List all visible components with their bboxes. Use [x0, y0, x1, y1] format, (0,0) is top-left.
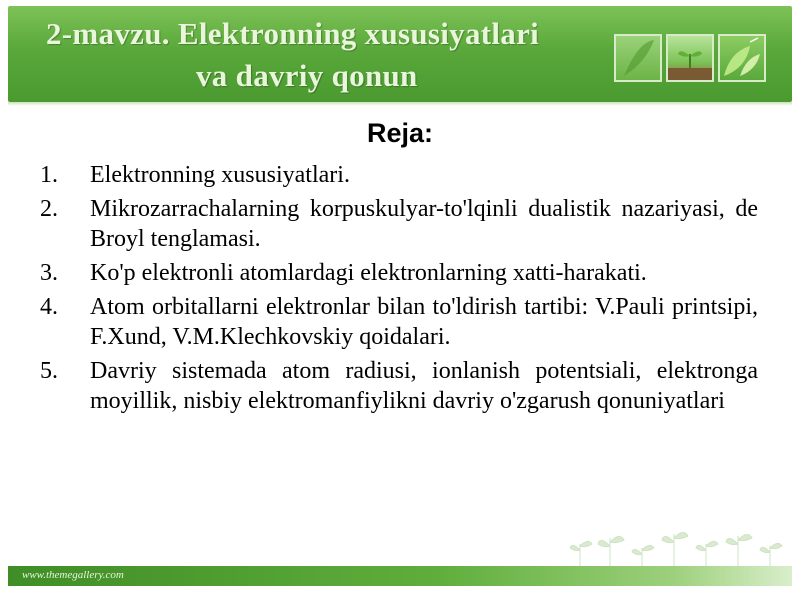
- footer-url: www.themegallery.com: [22, 569, 124, 581]
- plants-decoration-icon: [570, 520, 792, 570]
- sprout-thumbnail-icon: [666, 34, 714, 82]
- title-line-2: va davriy qonun: [196, 58, 418, 93]
- footer-band: [8, 566, 792, 586]
- item-number: 1.: [40, 162, 58, 188]
- list-item: [40, 258, 758, 288]
- list-item: [40, 292, 758, 352]
- list-item: [40, 194, 758, 254]
- item-number: 2.: [40, 196, 58, 222]
- item-text: Elektronning xususiyatlari.: [90, 162, 350, 188]
- title-line-1: 2-mavzu. Elektronning xususiyatlari: [46, 16, 540, 51]
- leaves-thumbnail-icon: [718, 34, 766, 82]
- leaf-thumbnail-icon: [614, 34, 662, 82]
- item-number: 5.: [40, 358, 58, 384]
- list-item: [40, 160, 758, 190]
- plan-heading: Reja:: [366, 118, 434, 148]
- header-shadow: [8, 102, 792, 106]
- list-item: [40, 356, 758, 416]
- plan-list: [40, 160, 758, 420]
- item-text: Atom orbitallarni elektronlar bilan to'ldirish tartibi: V.Pauli printsipi, F.Xund, V.M.Klechkovskiy qoidalari.: [90, 294, 758, 350]
- item-number: 3.: [40, 260, 58, 286]
- item-text: Ko'p elektronli atomlardagi elektronlarning xatti-harakati.: [90, 260, 647, 286]
- item-text: Davriy sistemada atom radiusi, ionlanish potentsiali, elektronga moyillik, nisbiy elektromanfiylikni davriy o'zgarush qonuniyatlari: [90, 358, 758, 414]
- item-number: 4.: [40, 294, 58, 320]
- item-text: Mikrozarrachalarning korpuskulyar-to'lqinli dualistik nazariyasi, de Broyl tenglamasi.: [90, 196, 758, 252]
